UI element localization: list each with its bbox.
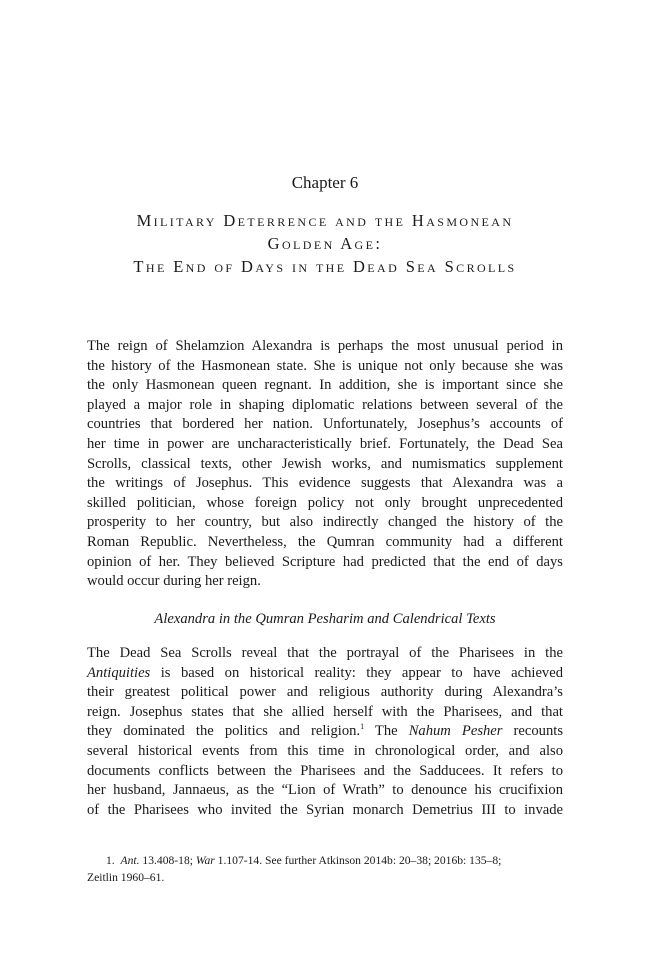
intro-line: would occur during her reign. bbox=[87, 573, 261, 590]
intro-line: Roman Republic. Nevertheless, the Qumran community had a different bbox=[87, 533, 563, 550]
text-run: recounts bbox=[502, 723, 563, 740]
footnote-abbrev-ant: Ant. bbox=[120, 854, 140, 867]
section-line: her husband, Jannaeus, as the “Lion of Wrath” to denounce his crucifixion bbox=[87, 782, 563, 799]
chapter-title-line-1: Military Deterrence and the Hasmonean bbox=[136, 211, 514, 230]
intro-line: the only Hasmonean queen regnant. In addition, she is important since she bbox=[87, 377, 563, 394]
chapter-title bbox=[60, 209, 590, 278]
intro-line: The reign of Shelamzion Alexandra is perhaps the most unusual period in bbox=[87, 338, 563, 354]
section-line: several historical events from this time in chronological order, and also bbox=[87, 742, 563, 759]
intro-line: countries that bordered her nation. Unfortunately, Josephus’s accounts of bbox=[87, 416, 563, 433]
chapter-number: Chapter 6 bbox=[291, 173, 359, 192]
footnote-line: Zeitlin 1960–61. bbox=[87, 871, 165, 884]
footnote-reference[interactable]: 1 bbox=[360, 722, 365, 732]
intro-line: opinion of her. They believed Scripture had predicted that the end of days bbox=[87, 553, 563, 570]
text-run: is based on historical reality: they appear to have achieved bbox=[150, 664, 563, 681]
section-paragraph bbox=[87, 644, 563, 820]
section-heading: Alexandra in the Qumran Pesharim and Calendrical Texts bbox=[154, 611, 496, 627]
italic-title-antiquities: Antiquities bbox=[87, 664, 151, 681]
section-line bbox=[87, 664, 563, 684]
section-line bbox=[87, 722, 563, 742]
intro-line: skilled politician, whose foreign policy not only brought unprecedented bbox=[87, 494, 563, 511]
section-line: reign. Josephus states that she allied herself with the Pharisees, and that bbox=[87, 703, 563, 720]
intro-line: Scrolls, classical texts, other Jewish works, and numismatics supplement bbox=[87, 455, 563, 472]
footnote-abbrev-war: War bbox=[195, 854, 215, 867]
section-line: their greatest political power and religious authority during Alexandra’s bbox=[87, 684, 563, 701]
italic-title-nahum-pesher: Nahum Pesher bbox=[408, 723, 503, 740]
text-run: 13.408-18; bbox=[139, 854, 196, 867]
intro-paragraph bbox=[87, 337, 563, 592]
intro-line: her time in power are uncharacteristically brief. Fortunately, the Dead Sea bbox=[87, 435, 563, 452]
section-line: The Dead Sea Scrolls reveal that the portrayal of the Pharisees in the bbox=[87, 645, 563, 661]
text-run: The bbox=[364, 723, 409, 740]
footnote-line bbox=[87, 852, 563, 869]
footnote bbox=[87, 852, 563, 886]
section-line: documents conflicts between the Pharisees and the Sadducees. It refers to bbox=[87, 762, 563, 779]
intro-line: prosperity to her country, but also indirectly changed the history of the bbox=[87, 514, 563, 531]
chapter-title-line-3: The End of Days in the Dead Sea Scrolls bbox=[133, 257, 517, 276]
intro-line: the history of the Hasmonean state. She is unique not only because she was bbox=[87, 357, 563, 374]
text-run: they dominated the politics and religion. bbox=[87, 723, 361, 740]
intro-line: the writings of Josephus. This evidence suggests that Alexandra was a bbox=[87, 475, 563, 492]
section-line: of the Pharisees who invited the Syrian monarch Demetrius III to invade bbox=[87, 801, 563, 818]
text-run: 1.107-14. See further Atkinson 2014b: 20–38; 2016b: 135–8; bbox=[214, 854, 502, 867]
intro-line: played a major role in shaping diplomatic relations between several of the bbox=[87, 396, 563, 413]
chapter-title-line-2: Golden Age: bbox=[267, 234, 383, 253]
footnote-number: 1. bbox=[106, 854, 115, 867]
